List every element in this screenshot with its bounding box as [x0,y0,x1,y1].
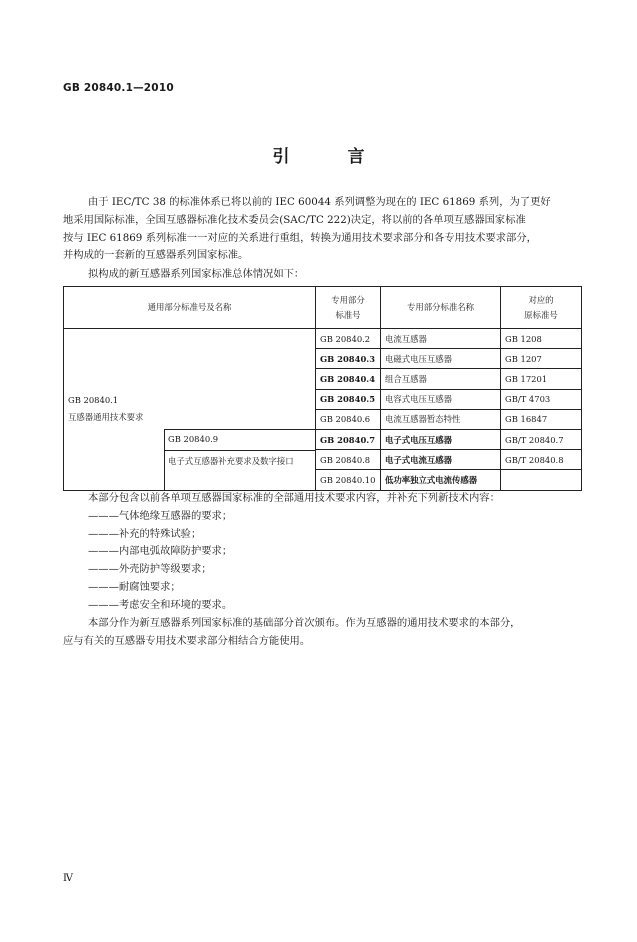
intro-line: 地采用国际标准，全国互感器标准化技术委员会(SAC/TC 222)决定，将以前的各单项互感器国家标准 [63,213,526,226]
cell-special-no: GB 20840.4 [316,369,381,389]
content-lead: 本部分包含以前各单项互感器国家标准的全部通用技术要求内容，并补充下列新技术内容： [88,492,500,504]
header-original-line1: 对应的 [528,294,554,305]
header-original-line2: 原标准号 [524,309,558,320]
general-standard-cell [64,329,316,491]
table-lead-text: 拟构成的新互感器系列国家标准总体情况如下： [88,268,305,280]
header-general: 通用部分标准号及名称 [64,287,316,329]
cell-special-name: 电磁式电压互感器 [381,349,501,369]
cell-special-no: GB 20840.2 [316,329,381,349]
table-row [64,329,582,349]
page-number: Ⅳ [63,873,73,884]
cell-original: GB 16847 [501,409,582,429]
page-title: 引 言 [272,147,391,167]
intro-line: 并构成的一套新的互感器系列国家标准。 [63,249,249,262]
table-header-row [64,287,582,329]
cell-special-no: GB 20840.7 [316,429,381,449]
closing-line: 本部分作为新互感器系列国家标准的基础部分首次颁布。作为互感器的通用技术要求的本部分， [88,617,521,629]
cell-original [501,470,582,490]
list-item: ———考虑安全和环境的要求。 [88,598,233,611]
content-list [63,490,582,615]
intro-line: 按与 IEC 61869 系列标准一一对应的关系进行重组，转换为通用技术要求部分和各专用技术要求部分， [63,231,537,244]
cell-special-name: 低功率独立式电流传感器 [381,470,501,490]
cell-special-name: 电子式电流互感器 [381,450,501,470]
cell-special-name: 电流互感器暂态特性 [381,409,501,429]
header-special-no-line2: 标准号 [335,309,361,320]
list-item: ———耐腐蚀要求； [88,580,181,593]
header-special-no-line1: 专用部分 [331,294,365,305]
list-item: ———补充的特殊试验； [88,527,202,540]
list-item: ———气体绝缘互感器的要求； [88,509,233,522]
cell-special-name: 电流互感器 [381,329,501,349]
header-special-no [316,287,381,329]
list-item: ———外壳防护等级要求； [88,563,212,576]
sub-general-box [164,429,316,491]
cell-original: GB 17201 [501,369,582,389]
cell-special-name: 电子式电压互感器 [381,429,501,449]
cell-special-no: GB 20840.6 [316,409,381,429]
standards-table [63,286,582,491]
header-original [501,287,582,329]
general-standard-text [68,392,143,426]
header-special-name: 专用部分标准名称 [381,287,501,329]
cell-original: GB/T 20840.8 [501,450,582,470]
cell-original: GB 1208 [501,329,582,349]
cell-original: GB 1207 [501,349,582,369]
standard-code-header: GB 20840.1—2010 [63,82,174,94]
closing-paragraph [63,615,582,651]
cell-special-no: GB 20840.5 [316,389,381,409]
sub-general-number: GB 20840.9 [168,434,219,444]
cell-special-no: GB 20840.8 [316,450,381,470]
cell-special-no: GB 20840.10 [316,470,381,490]
intro-line: 由于 IEC/TC 38 的标准体系已将以前的 IEC 60044 系列调整为现在的 IEC 61869 系列，为了更好 [88,196,551,208]
cell-original: GB/T 4703 [501,389,582,409]
cell-special-name: 电容式电压互感器 [381,389,501,409]
list-item: ———内部电弧故障防护要求； [88,545,233,558]
cell-special-no: GB 20840.3 [316,349,381,369]
cell-special-name: 组合互感器 [381,369,501,389]
cell-original: GB/T 20840.7 [501,429,582,449]
intro-paragraph [63,194,582,265]
general-standard-name: 互感器通用技术要求 [68,412,144,422]
sub-general-name: 电子式互感器补充要求及数字接口 [165,450,316,470]
closing-line: 应与有关的互感器专用技术要求部分相结合方能使用。 [63,634,311,647]
general-standard-number: GB 20840.1 [68,395,119,405]
